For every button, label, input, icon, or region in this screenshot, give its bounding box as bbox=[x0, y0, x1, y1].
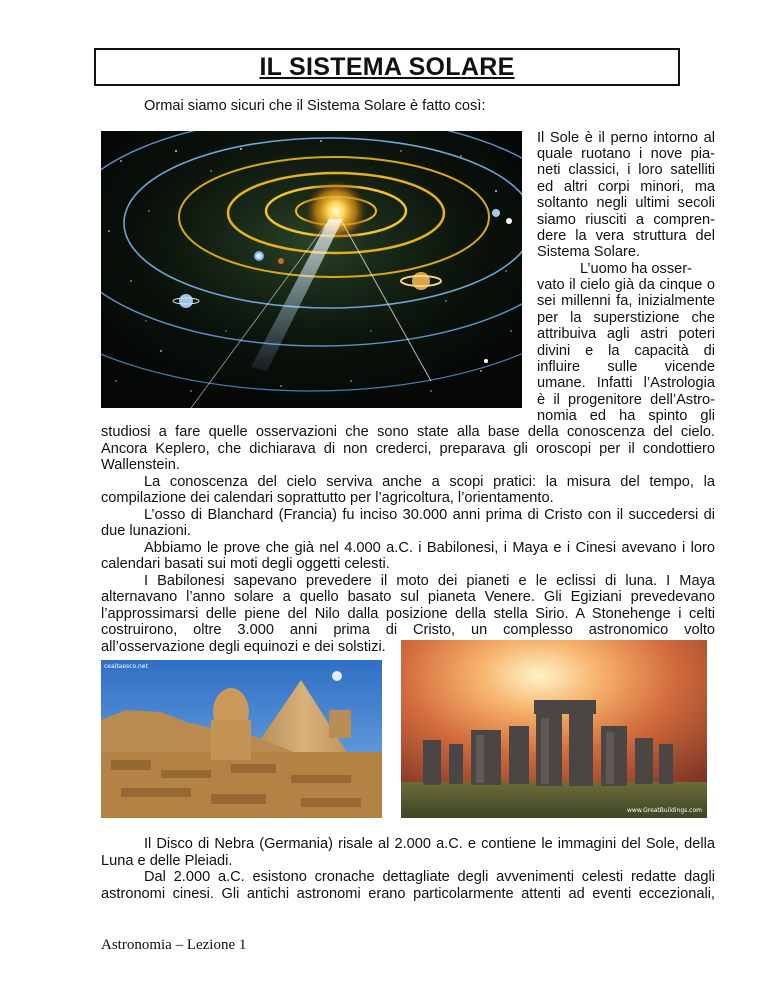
sphinx-pyramid-photo bbox=[101, 660, 382, 838]
body-line: I Babilonesi sapevano prevedere il moto dei pianeti e le eclissi di luna. I Maya bbox=[144, 573, 715, 589]
body-line: due lunazioni. bbox=[101, 523, 192, 539]
side-line: L’uomo ha osser- bbox=[580, 261, 692, 277]
side-line: Sistema Solare. bbox=[537, 244, 641, 260]
bottom-line: Luna e delle Pleiadi. bbox=[101, 853, 233, 869]
bottom-line: Il Disco di Nebra (Germania) risale al 2.000 a.C. e contiene le immagini del Sole, della bbox=[144, 836, 715, 852]
side-line: neti classici, i loro satelliti bbox=[537, 162, 715, 178]
side-line: divini e la capacità di bbox=[537, 343, 715, 359]
body-line: Ancora Keplero, che dichiarava di non crederci, preparava gli oroscopi per il condottiero bbox=[101, 441, 715, 457]
body-line: compilazione dei calendari soprattutto per l’agricoltura, l’orientamento. bbox=[101, 490, 554, 506]
side-line: siamo riusciti a compren- bbox=[537, 212, 715, 228]
side-line: nomia ed ha spinto gli bbox=[537, 408, 715, 424]
side-line: soltanto negli ultimi secoli bbox=[537, 195, 715, 211]
bottom-line: astronomi cinesi. Gli antichi astronomi erano particolarmente attenti ad eventi eccezionali, bbox=[101, 886, 715, 902]
body-line: Abbiamo le prove che già nel 4.000 a.C. i Babilonesi, i Maya e i Cinesi avevano i loro bbox=[144, 540, 715, 556]
side-line: influire sulle vicende bbox=[537, 359, 715, 375]
solar-system-illustration bbox=[101, 131, 522, 408]
body-line: studiosi a fare quelle osservazioni che sono state alla base della conoscenza del cielo. bbox=[101, 424, 715, 440]
body-line: La conoscenza del cielo serviva anche a scopi pratici: la misura del tempo, la bbox=[144, 474, 715, 490]
title-box bbox=[94, 48, 680, 86]
intro-text: Ormai siamo sicuri che il Sistema Solare è fatto così: bbox=[144, 98, 486, 114]
side-line: è il progenitore dell’Astro- bbox=[537, 392, 715, 408]
page-footer: Astronomia – Lezione 1 bbox=[101, 937, 247, 953]
side-line: Il Sole è il perno intorno al bbox=[537, 130, 715, 146]
side-line: dere la vera struttura del bbox=[537, 228, 715, 244]
side-line: vato il cielo già da cinque o bbox=[537, 277, 715, 293]
body-line: calendari basati sui moti degli oggetti celesti. bbox=[101, 556, 390, 572]
stonehenge-photo bbox=[401, 640, 707, 818]
body-line: all’osservazione degli equinozi e dei solstizi. bbox=[101, 639, 386, 655]
stonehenge-watermark: www.GreatBuildings.com bbox=[627, 807, 702, 814]
page-title: IL SISTEMA SOLARE bbox=[259, 53, 515, 81]
side-line: attribuiva agli astri poteri bbox=[537, 326, 715, 342]
body-line: costruirono, oltre 3.000 anni prima di Cristo, un complesso astronomico volto bbox=[101, 622, 715, 638]
body-line: alternavano l’anno solare a quello basato sul pianeta Venere. Gli Egiziani prevedevano bbox=[101, 589, 715, 605]
side-line: per la superstizione che bbox=[537, 310, 715, 326]
side-line: umane. Infatti l’Astrologia bbox=[537, 375, 715, 391]
side-line: quale ruotano i nove pia- bbox=[537, 146, 715, 162]
body-line: l’approssimarsi delle piene del Nilo dalla posizione della stella Sirio. A Stonehenge i celti bbox=[101, 606, 715, 622]
bottom-line: Dal 2.000 a.C. esistono cronache dettagliate degli avvenimenti celesti redatte dagli bbox=[144, 869, 715, 885]
body-line: Wallenstein. bbox=[101, 457, 180, 473]
side-line: sei millenni fa, inizialmente bbox=[537, 293, 715, 309]
body-line: L’osso di Blanchard (Francia) fu inciso 30.000 anni prima di Cristo con il succedersi di bbox=[144, 507, 715, 523]
egypt-watermark: ceaitaesco.net bbox=[104, 663, 148, 670]
side-line: ed altri corpi minori, ma bbox=[537, 179, 715, 195]
